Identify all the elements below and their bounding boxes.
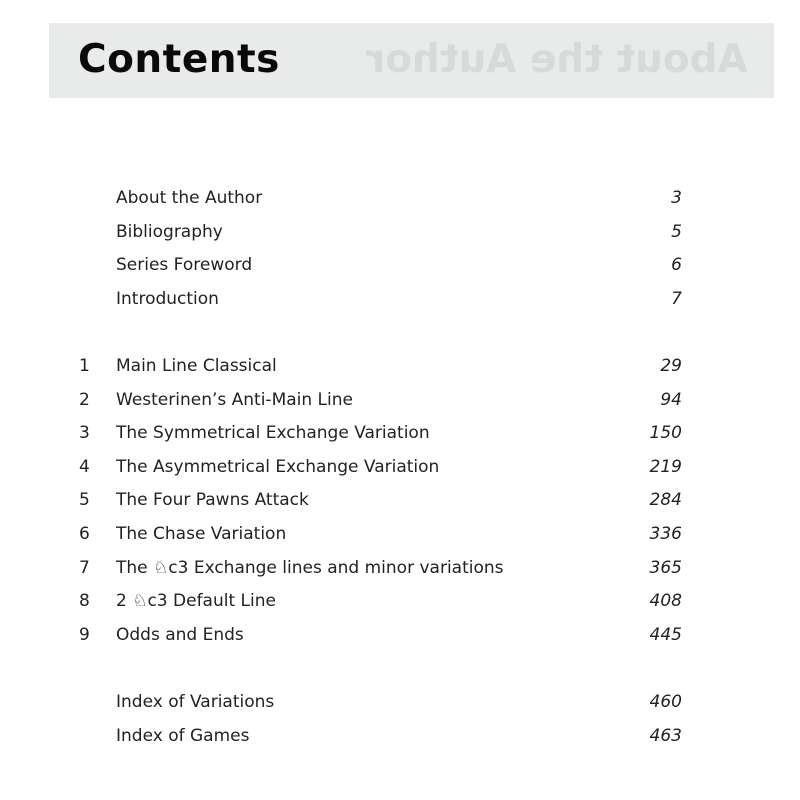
chapter-page: 365 (649, 558, 682, 578)
chapter-title: The Symmetrical Exchange Variation (116, 423, 430, 443)
toc-chapter[interactable] (0, 588, 800, 614)
chapter-page: 150 (649, 423, 682, 443)
chapter-page: 219 (649, 457, 682, 477)
chapter-number: 2 (79, 390, 90, 410)
entry-title: Series Foreword (116, 255, 253, 275)
toc-chapter[interactable] (0, 387, 800, 413)
chapter-number: 1 (79, 356, 90, 376)
toc-entry[interactable] (0, 185, 800, 211)
chapter-title: Westerinen’s Anti-Main Line (116, 390, 353, 410)
chapter-number: 7 (79, 558, 90, 578)
entry-page: 5 (671, 222, 682, 242)
toc-chapter[interactable] (0, 521, 800, 547)
entry-page: 7 (671, 289, 682, 309)
toc-entry[interactable] (0, 723, 800, 749)
chapter-number: 6 (79, 524, 90, 544)
toc-chapter[interactable] (0, 622, 800, 648)
entry-page: 3 (671, 188, 682, 208)
chapter-title: The Asymmetrical Exchange Variation (116, 457, 440, 477)
entry-page: 6 (671, 255, 682, 275)
chapter-number: 9 (79, 625, 90, 645)
entry-title: Index of Games (116, 726, 250, 746)
entry-title: Bibliography (116, 222, 223, 242)
chapter-title: The ♘c3 Exchange lines and minor variations (116, 558, 504, 578)
chapter-number: 5 (79, 490, 90, 510)
entry-page: 463 (649, 726, 682, 746)
toc-chapter[interactable] (0, 555, 800, 581)
chapter-title: The Four Pawns Attack (116, 490, 309, 510)
chapter-page: 94 (660, 390, 682, 410)
entry-title: Index of Variations (116, 692, 275, 712)
toc-entry[interactable] (0, 286, 800, 312)
toc-chapter[interactable] (0, 353, 800, 379)
chapter-title: 2 ♘c3 Default Line (116, 591, 276, 611)
entry-title: Introduction (116, 289, 219, 309)
toc-entry[interactable] (0, 252, 800, 278)
chapter-number: 4 (79, 457, 90, 477)
chapter-page: 336 (649, 524, 682, 544)
header-banner (49, 23, 774, 98)
show-through-text: About the Author (366, 37, 748, 82)
toc-chapter[interactable] (0, 420, 800, 446)
chapter-title: The Chase Variation (116, 524, 287, 544)
toc-chapter[interactable] (0, 454, 800, 480)
chapter-title: Main Line Classical (116, 356, 277, 376)
chapter-number: 8 (79, 591, 90, 611)
entry-title: About the Author (116, 188, 263, 208)
chapter-page: 408 (649, 591, 682, 611)
page-title: Contents (78, 37, 280, 82)
entry-page: 460 (649, 692, 682, 712)
toc-chapter[interactable] (0, 487, 800, 513)
toc-entry[interactable] (0, 689, 800, 715)
chapter-page: 284 (649, 490, 682, 510)
chapter-title: Odds and Ends (116, 625, 244, 645)
chapter-page: 29 (660, 356, 682, 376)
chapter-page: 445 (649, 625, 682, 645)
toc-entry[interactable] (0, 219, 800, 245)
chapter-number: 3 (79, 423, 90, 443)
